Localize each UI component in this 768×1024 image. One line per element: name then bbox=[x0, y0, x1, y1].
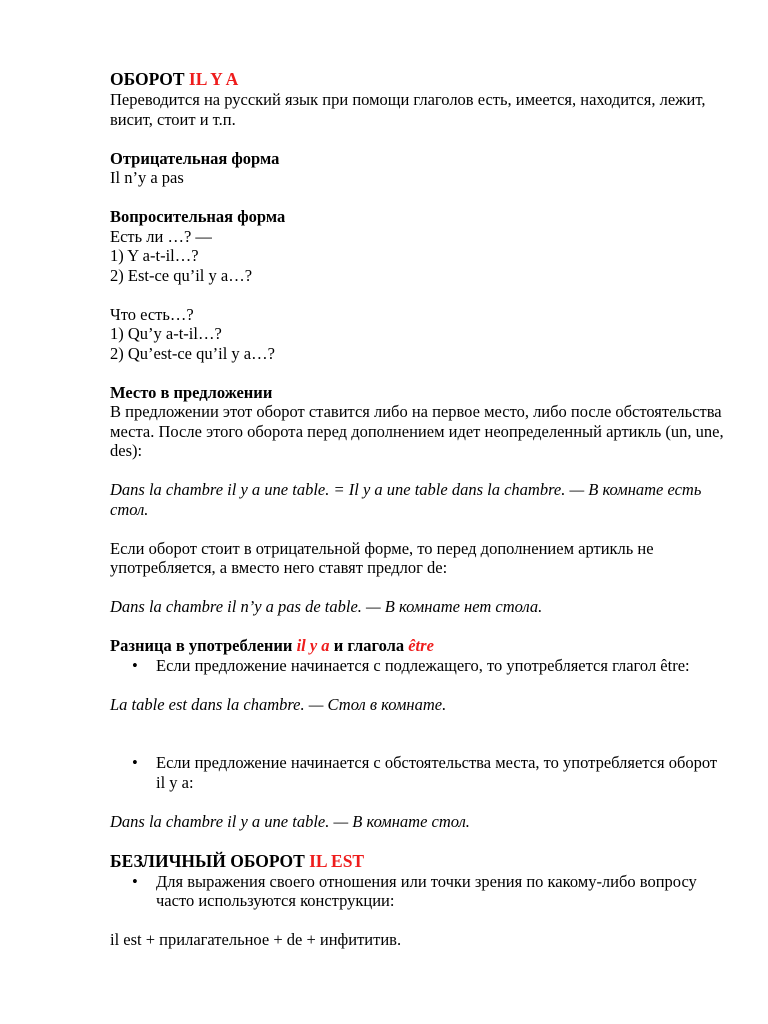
interrogative-line: 1) Qu’y a-t-il…? bbox=[110, 324, 222, 343]
bullet-icon: • bbox=[132, 655, 138, 675]
il-est-list bbox=[110, 872, 730, 911]
difference-list-2 bbox=[110, 753, 730, 792]
difference-heading-etre: être bbox=[408, 636, 434, 655]
list-item bbox=[110, 656, 730, 676]
position-heading: Место в предложении bbox=[110, 382, 273, 402]
title-text: БЕЗЛИЧНЫЙ ОБОРОТ bbox=[110, 850, 310, 871]
negative-example: Dans la chambre il n’y a pas de table. — В комнате нет стола. bbox=[110, 597, 543, 616]
difference-list-1 bbox=[110, 656, 730, 676]
interrogative-form-heading: Вопросительная форма bbox=[110, 207, 286, 226]
bullet-icon: • bbox=[132, 753, 138, 772]
title-text: ОБОРОТ bbox=[110, 69, 189, 89]
formula-line: il est + прилагательное + de + инфититив. bbox=[110, 930, 402, 949]
negative-form-heading: Отрицательная форма bbox=[110, 148, 280, 168]
difference-heading-text: Разница в употреблении bbox=[110, 636, 297, 655]
negative-form-example: Il n’y a pas bbox=[110, 168, 184, 187]
list-item bbox=[110, 753, 730, 792]
position-paragraph: В предложении этот оборот ставится либо на первое место, либо после обстоятельства места. После этого оборота перед дополнением идет неопределенный артикль (un, une, des): bbox=[110, 402, 724, 460]
section-title-il-y-a bbox=[110, 69, 730, 90]
etre-example: La table est dans la chambre. — Стол в комнате. bbox=[110, 694, 447, 714]
difference-heading-ilya: il y a bbox=[296, 636, 330, 655]
ilya-example: Dans la chambre il y a une table. — В комнате стол. bbox=[110, 811, 470, 831]
interrogative-line: 2) Qu’est-ce qu’il y a…? bbox=[110, 343, 275, 363]
bullet-icon: • bbox=[132, 871, 138, 891]
intro-paragraph: Переводится на русский язык при помощи глаголов есть, имеется, находится, лежит, висит, стоит и т.п. bbox=[110, 90, 706, 129]
list-item-text: Для выражения своего отношения или точки зрения по какому-либо вопросу часто используются конструкции: bbox=[156, 871, 697, 910]
interrogative-line: 2) Est-ce qu’il y a…? bbox=[110, 265, 253, 285]
interrogative-line: Что есть…? bbox=[110, 304, 194, 324]
interrogative-line: Есть ли …? — bbox=[110, 226, 212, 246]
position-example: Dans la chambre il y a une table. = Il y a une table dans la chambre. — В комнате есть стол. bbox=[110, 480, 702, 519]
section-title-il-est bbox=[110, 851, 730, 872]
negative-article-paragraph: Если оборот стоит в отрицательной форме, то перед дополнением артикль не употребляется, а вместо него ставят предлог de: bbox=[110, 538, 654, 577]
interrogative-line: 1) Y a-t-il…? bbox=[110, 246, 199, 265]
title-highlight: IL EST bbox=[309, 850, 365, 871]
document-content bbox=[110, 69, 730, 950]
title-highlight: IL Y A bbox=[188, 69, 239, 89]
difference-heading-text: и глагола bbox=[329, 636, 409, 655]
difference-heading bbox=[110, 636, 730, 656]
list-item bbox=[110, 872, 730, 911]
list-item-text: Если предложение начинается с обстоятельства места, то употребляется оборот il y a: bbox=[156, 753, 718, 792]
list-item-text: Если предложение начинается с подлежащего, то употребляется глагол être: bbox=[156, 655, 690, 675]
